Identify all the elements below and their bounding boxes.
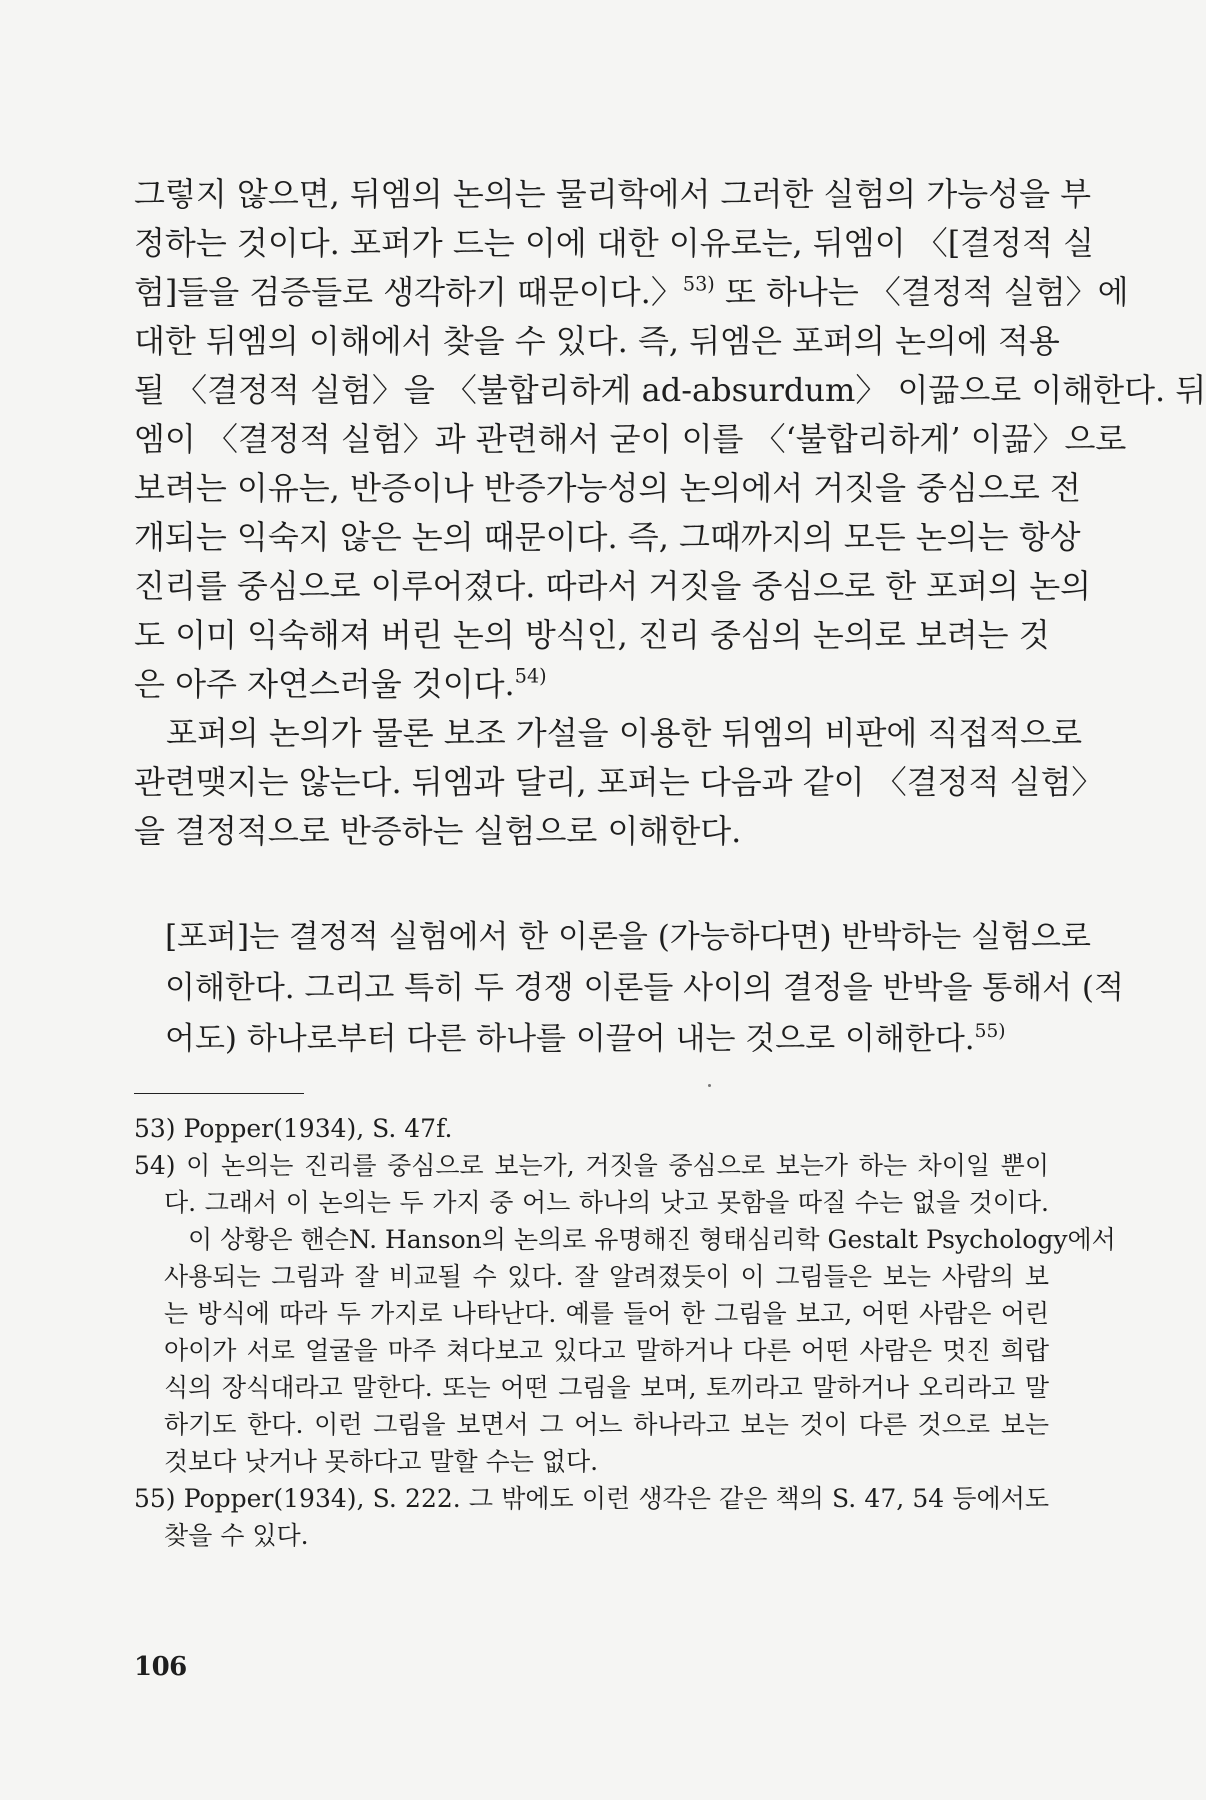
footnote-line: 식의 장식대라고 말한다. 또는 어떤 그림을 보며, 토끼라고 말하거나 오리라고 말 [164, 1373, 1049, 1402]
footnote-line: 53) Popper(1934), S. 47f. [134, 1114, 453, 1143]
quote-line: [포퍼]는 결정적 실험에서 한 이론을 (가능하다면) 반박하는 실험으로 [165, 919, 1091, 955]
main-text [134, 170, 1206, 856]
footnote-ref-53: 53) [682, 272, 715, 296]
main-text-segment: 또 하나는 〈결정적 실험〉에 [714, 273, 1129, 311]
footnote-line: 아이가 서로 얼굴을 마주 쳐다보고 있다고 말하거나 다른 어떤 사람은 멋진 희랍 [164, 1336, 1049, 1365]
quote-line [165, 1014, 1049, 1065]
footnote-line: 55) Popper(1934), S. 222. 그 밖에도 이런 생각은 같은 책의 S. 47, 54 등에서도 [134, 1484, 1049, 1513]
main-text-line: 개되는 익숙지 않은 논의 때문이다. 즉, 그때까지의 모든 논의는 항상 [134, 518, 1081, 556]
footnote-line: 는 방식에 따라 두 가지로 나타난다. 예를 들어 한 그림을 보고, 어떤 사람은 어린 [164, 1299, 1049, 1328]
footnote-ref-54: 54) [514, 664, 547, 688]
main-text-line [134, 268, 1129, 317]
main-text-line: 그렇지 않으면, 뒤엠의 논의는 물리학에서 그러한 실험의 가능성을 부 [134, 175, 1092, 213]
block-quote [165, 912, 1124, 1065]
scan-speck [708, 1084, 711, 1087]
footnotes [134, 1110, 1116, 1554]
main-text-line: 을 결정적으로 반증하는 실험으로 이해한다. [134, 812, 742, 850]
main-text-line: 진리를 중심으로 이루어졌다. 따라서 거짓을 중심으로 한 포퍼의 논의 [134, 567, 1092, 605]
main-text-line: 정하는 것이다. 포퍼가 드는 이에 대한 이유로는, 뒤엠이 〈[결정적 실 [134, 224, 1095, 262]
main-text-segment: 험]들을 검증들로 생각하기 때문이다.〉 [134, 273, 683, 311]
main-text-line: 도 이미 익숙해져 버린 논의 방식인, 진리 중심의 논의로 보려는 것 [134, 616, 1050, 654]
footnote-line: 하기도 한다. 이런 그림을 보면서 그 어느 하나라고 보는 것이 다른 것으로 보는 [164, 1410, 1049, 1439]
footnote-line: 이 상황은 핸슨N. Hanson의 논의로 유명해진 형태심리학 Gestalt Psychology에서 [188, 1225, 1116, 1254]
main-text-line: 관련맺지는 않는다. 뒤엠과 달리, 포퍼는 다음과 같이 〈결정적 실험〉 [134, 763, 1104, 801]
main-text-line [134, 660, 1049, 709]
main-text-line: 대한 뒤엠의 이해에서 찾을 수 있다. 즉, 뒤엠은 포퍼의 논의에 적용 [134, 322, 1060, 360]
page-number: 106 [134, 1652, 187, 1682]
footnote-line: 54) 이 논의는 진리를 중심으로 보는가, 거짓을 중심으로 보는가 하는 차이일 뿐이 [134, 1151, 1049, 1180]
footnote-ref-55: 55) [974, 1020, 1006, 1042]
main-text-line: 엠이 〈결정적 실험〉과 관련해서 굳이 이를 〈‘불합리하게’ 이끎〉으로 [134, 420, 1127, 458]
footnote-divider [134, 1093, 304, 1094]
footnote-line: 다. 그래서 이 논의는 두 가지 중 어느 하나의 낫고 못함을 따질 수는 없을 것이다. [164, 1188, 1049, 1217]
main-text-line: 보려는 이유는, 반증이나 반증가능성의 논의에서 거짓을 중심으로 전 [134, 469, 1081, 507]
footnote-line: 찾을 수 있다. [164, 1521, 309, 1550]
main-text-line: 될 〈결정적 실험〉을 〈불합리하게 ad-absurdum〉 이끎으로 이해한다. 뒤 [134, 371, 1206, 409]
quote-text-segment: 어도) 하나로부터 다른 하나를 이끌어 내는 것으로 이해한다. [165, 1021, 975, 1057]
footnote-line: 사용되는 그림과 잘 비교될 수 있다. 잘 알려졌듯이 이 그림들은 보는 사람의 보 [164, 1262, 1049, 1291]
footnote-line: 것보다 낫거나 못하다고 말할 수는 없다. [164, 1447, 599, 1476]
main-text-segment: 은 아주 자연스러울 것이다. [134, 665, 515, 703]
quote-line: 이해한다. 그리고 특히 두 경쟁 이론들 사이의 결정을 반박을 통해서 (적 [165, 970, 1124, 1006]
main-text-line: 포퍼의 논의가 물론 보조 가설을 이용한 뒤엠의 비판에 직접적으로 [166, 714, 1083, 752]
